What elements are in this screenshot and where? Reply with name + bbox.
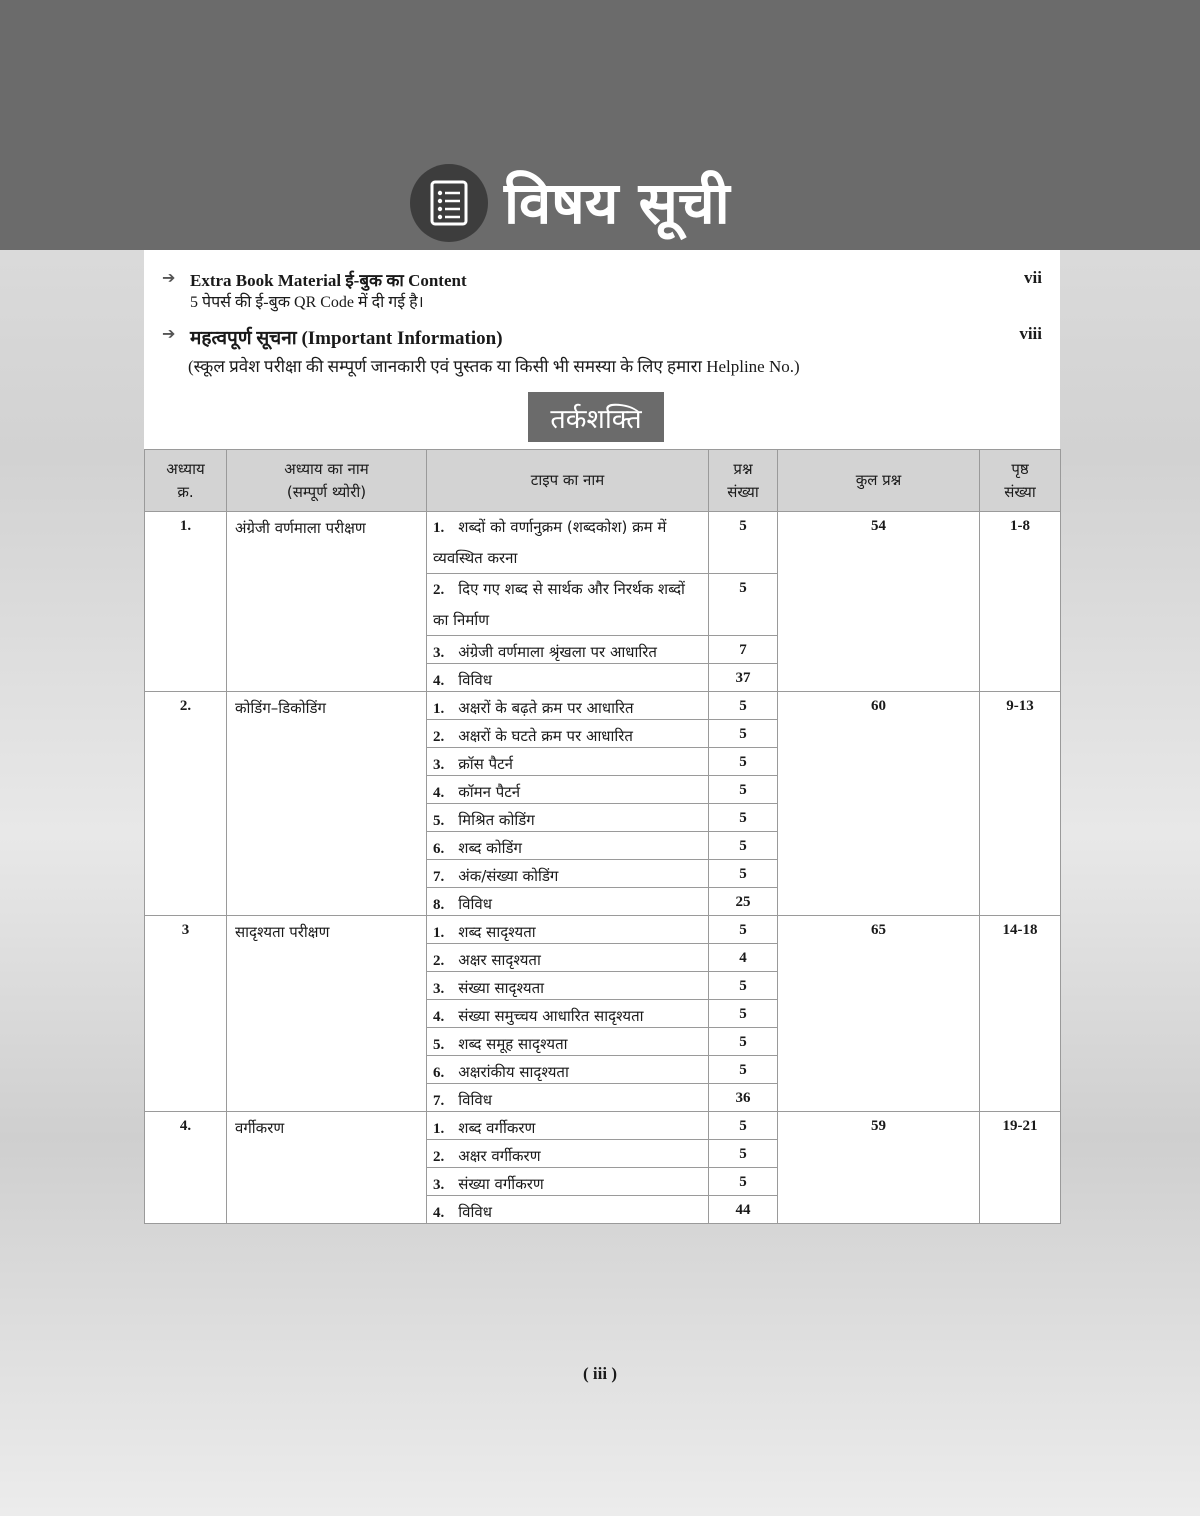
type-label: विविध xyxy=(458,1091,492,1109)
question-count: 25 xyxy=(709,888,778,916)
type-name xyxy=(427,832,709,860)
question-count: 5 xyxy=(709,1056,778,1084)
col-type-name: टाइप का नाम xyxy=(427,450,709,512)
type-number: 8. xyxy=(433,897,445,913)
info-line2: 5 पेपर्स की ई-बुक QR Code में दी गई है। xyxy=(190,294,424,311)
type-label: अक्षरों के बढ़ते क्रम पर आधारित xyxy=(458,699,634,717)
type-label: संख्या वर्गीकरण xyxy=(458,1175,544,1193)
question-count: 5 xyxy=(709,1168,778,1196)
question-count: 5 xyxy=(709,692,778,720)
table-row xyxy=(145,692,1061,720)
type-number: 1. xyxy=(433,520,445,536)
info-line2: (स्कूल प्रवेश परीक्षा की सम्पूर्ण जानकारी एवं पुस्तक या किसी भी समस्या के लिए हमारा Helpline No.) xyxy=(188,357,800,376)
info-line1: Extra Book Material ई-बुक का Content xyxy=(190,271,467,290)
type-label: संख्या सादृश्यता xyxy=(458,979,545,997)
type-label: अक्षर सादृश्यता xyxy=(458,951,541,969)
question-count: 4 xyxy=(709,944,778,972)
question-count: 5 xyxy=(709,574,778,636)
type-name xyxy=(427,636,709,664)
type-name xyxy=(427,1112,709,1140)
chapter-pages: 19-21 xyxy=(980,1112,1061,1224)
chapter-total: 65 xyxy=(778,916,980,1112)
type-name xyxy=(427,512,709,574)
question-count: 7 xyxy=(709,636,778,664)
type-number: 7. xyxy=(433,869,445,885)
type-name xyxy=(427,804,709,832)
type-name xyxy=(427,1028,709,1056)
type-number: 4. xyxy=(433,1205,445,1221)
type-label: शब्द कोडिंग xyxy=(458,839,522,857)
question-count: 5 xyxy=(709,860,778,888)
type-number: 1. xyxy=(433,701,445,717)
type-name xyxy=(427,1196,709,1224)
type-name xyxy=(427,1140,709,1168)
type-number: 2. xyxy=(433,729,445,745)
type-label: शब्द सादृश्यता xyxy=(458,923,536,941)
table-row xyxy=(145,512,1061,574)
type-number: 4. xyxy=(433,673,445,689)
chapter-number: 1. xyxy=(145,512,227,692)
type-number: 3. xyxy=(433,981,445,997)
chapter-name: सादृश्यता परीक्षण xyxy=(227,916,427,1112)
question-count: 37 xyxy=(709,664,778,692)
type-name xyxy=(427,944,709,972)
type-number: 5. xyxy=(433,1037,445,1053)
col-questions: प्रश्न संख्या xyxy=(709,450,778,512)
chapter-name: अंग्रेजी वर्णमाला परीक्षण xyxy=(227,512,427,692)
question-count: 44 xyxy=(709,1196,778,1224)
chapter-number: 2. xyxy=(145,692,227,916)
type-name xyxy=(427,860,709,888)
type-number: 3. xyxy=(433,645,445,661)
type-name xyxy=(427,972,709,1000)
type-name xyxy=(427,748,709,776)
chapter-total: 60 xyxy=(778,692,980,916)
type-name xyxy=(427,1168,709,1196)
info-page: vii xyxy=(1024,268,1042,287)
type-number: 2. xyxy=(433,953,445,969)
chapter-number: 3 xyxy=(145,916,227,1112)
type-name xyxy=(427,776,709,804)
question-count: 5 xyxy=(709,1140,778,1168)
type-label: अक्षर वर्गीकरण xyxy=(458,1147,541,1165)
col-total: कुल प्रश्न xyxy=(778,450,980,512)
type-name xyxy=(427,720,709,748)
col-pages: पृष्ठ संख्या xyxy=(980,450,1061,512)
page-title: विषय सूची xyxy=(504,169,730,237)
chapter-pages: 1-8 xyxy=(980,512,1061,692)
type-label: संख्या समुच्चय आधारित सादृश्यता xyxy=(458,1007,644,1025)
type-name xyxy=(427,1056,709,1084)
type-name xyxy=(427,664,709,692)
section-label: तर्कशक्ति xyxy=(528,392,664,442)
type-label: शब्दों को वर्णानुक्रम (शब्दकोश) क्रम में व्यवस्थित करना xyxy=(433,518,667,567)
type-label: अक्षरांकीय सादृश्यता xyxy=(458,1063,569,1081)
chapter-name: वर्गीकरण xyxy=(227,1112,427,1224)
table-row xyxy=(145,1112,1061,1140)
question-count: 5 xyxy=(709,972,778,1000)
col-chapter-name: अध्याय का नाम (सम्पूर्ण थ्योरी) xyxy=(227,450,427,512)
info-line1: महत्वपूर्ण सूचना (Important Information) xyxy=(190,328,503,349)
type-name xyxy=(427,692,709,720)
type-name xyxy=(427,916,709,944)
toc-table xyxy=(144,449,1061,1224)
chapter-pages: 9-13 xyxy=(980,692,1061,916)
question-count: 5 xyxy=(709,776,778,804)
chapter-name: कोडिंग–डिकोडिंग xyxy=(227,692,427,916)
arrow-right-icon: ➔ xyxy=(162,324,176,343)
info-page: viii xyxy=(1019,324,1042,343)
type-number: 6. xyxy=(433,841,445,857)
type-label: अंक/संख्या कोडिंग xyxy=(458,867,559,885)
question-count: 5 xyxy=(709,804,778,832)
chapter-total: 54 xyxy=(778,512,980,692)
type-number: 2. xyxy=(433,582,445,598)
type-label: मिश्रित कोडिंग xyxy=(458,811,535,829)
type-number: 4. xyxy=(433,1009,445,1025)
type-number: 3. xyxy=(433,1177,445,1193)
type-label: विविध xyxy=(458,1203,492,1221)
question-count: 5 xyxy=(709,916,778,944)
type-label: अक्षरों के घटते क्रम पर आधारित xyxy=(458,727,633,745)
type-label: अंग्रेजी वर्णमाला श्रृंखला पर आधारित xyxy=(458,643,657,661)
type-number: 2. xyxy=(433,1149,445,1165)
page-header xyxy=(410,162,730,244)
type-label: दिए गए शब्द से सार्थक और निरर्थक शब्दों का निर्माण xyxy=(433,580,685,629)
type-label: शब्द समूह सादृश्यता xyxy=(458,1035,568,1053)
type-name xyxy=(427,1000,709,1028)
table-row xyxy=(145,916,1061,944)
question-count: 5 xyxy=(709,1000,778,1028)
chapter-pages: 14-18 xyxy=(980,916,1061,1112)
question-count: 5 xyxy=(709,1112,778,1140)
type-number: 1. xyxy=(433,925,445,941)
type-number: 7. xyxy=(433,1093,445,1109)
table-header-row xyxy=(145,450,1061,512)
type-label: विविध xyxy=(458,895,492,913)
type-name xyxy=(427,574,709,636)
chapter-total: 59 xyxy=(778,1112,980,1224)
page-number: ( iii ) xyxy=(583,1364,617,1383)
question-count: 5 xyxy=(709,720,778,748)
type-number: 5. xyxy=(433,813,445,829)
type-label: क्रॉस पैटर्न xyxy=(458,755,513,773)
question-count: 36 xyxy=(709,1084,778,1112)
type-number: 4. xyxy=(433,785,445,801)
question-count: 5 xyxy=(709,832,778,860)
chapter-number: 4. xyxy=(145,1112,227,1224)
type-number: 3. xyxy=(433,757,445,773)
type-number: 1. xyxy=(433,1121,445,1137)
question-count: 5 xyxy=(709,512,778,574)
type-label: शब्द वर्गीकरण xyxy=(458,1119,536,1137)
type-number: 6. xyxy=(433,1065,445,1081)
type-label: कॉमन पैटर्न xyxy=(458,783,521,801)
type-name xyxy=(427,1084,709,1112)
type-name xyxy=(427,888,709,916)
list-document-icon xyxy=(410,164,488,242)
type-label: विविध xyxy=(458,671,492,689)
question-count: 5 xyxy=(709,1028,778,1056)
question-count: 5 xyxy=(709,748,778,776)
arrow-right-icon: ➔ xyxy=(162,268,176,287)
col-chapter-no: अध्याय क्र. xyxy=(145,450,227,512)
